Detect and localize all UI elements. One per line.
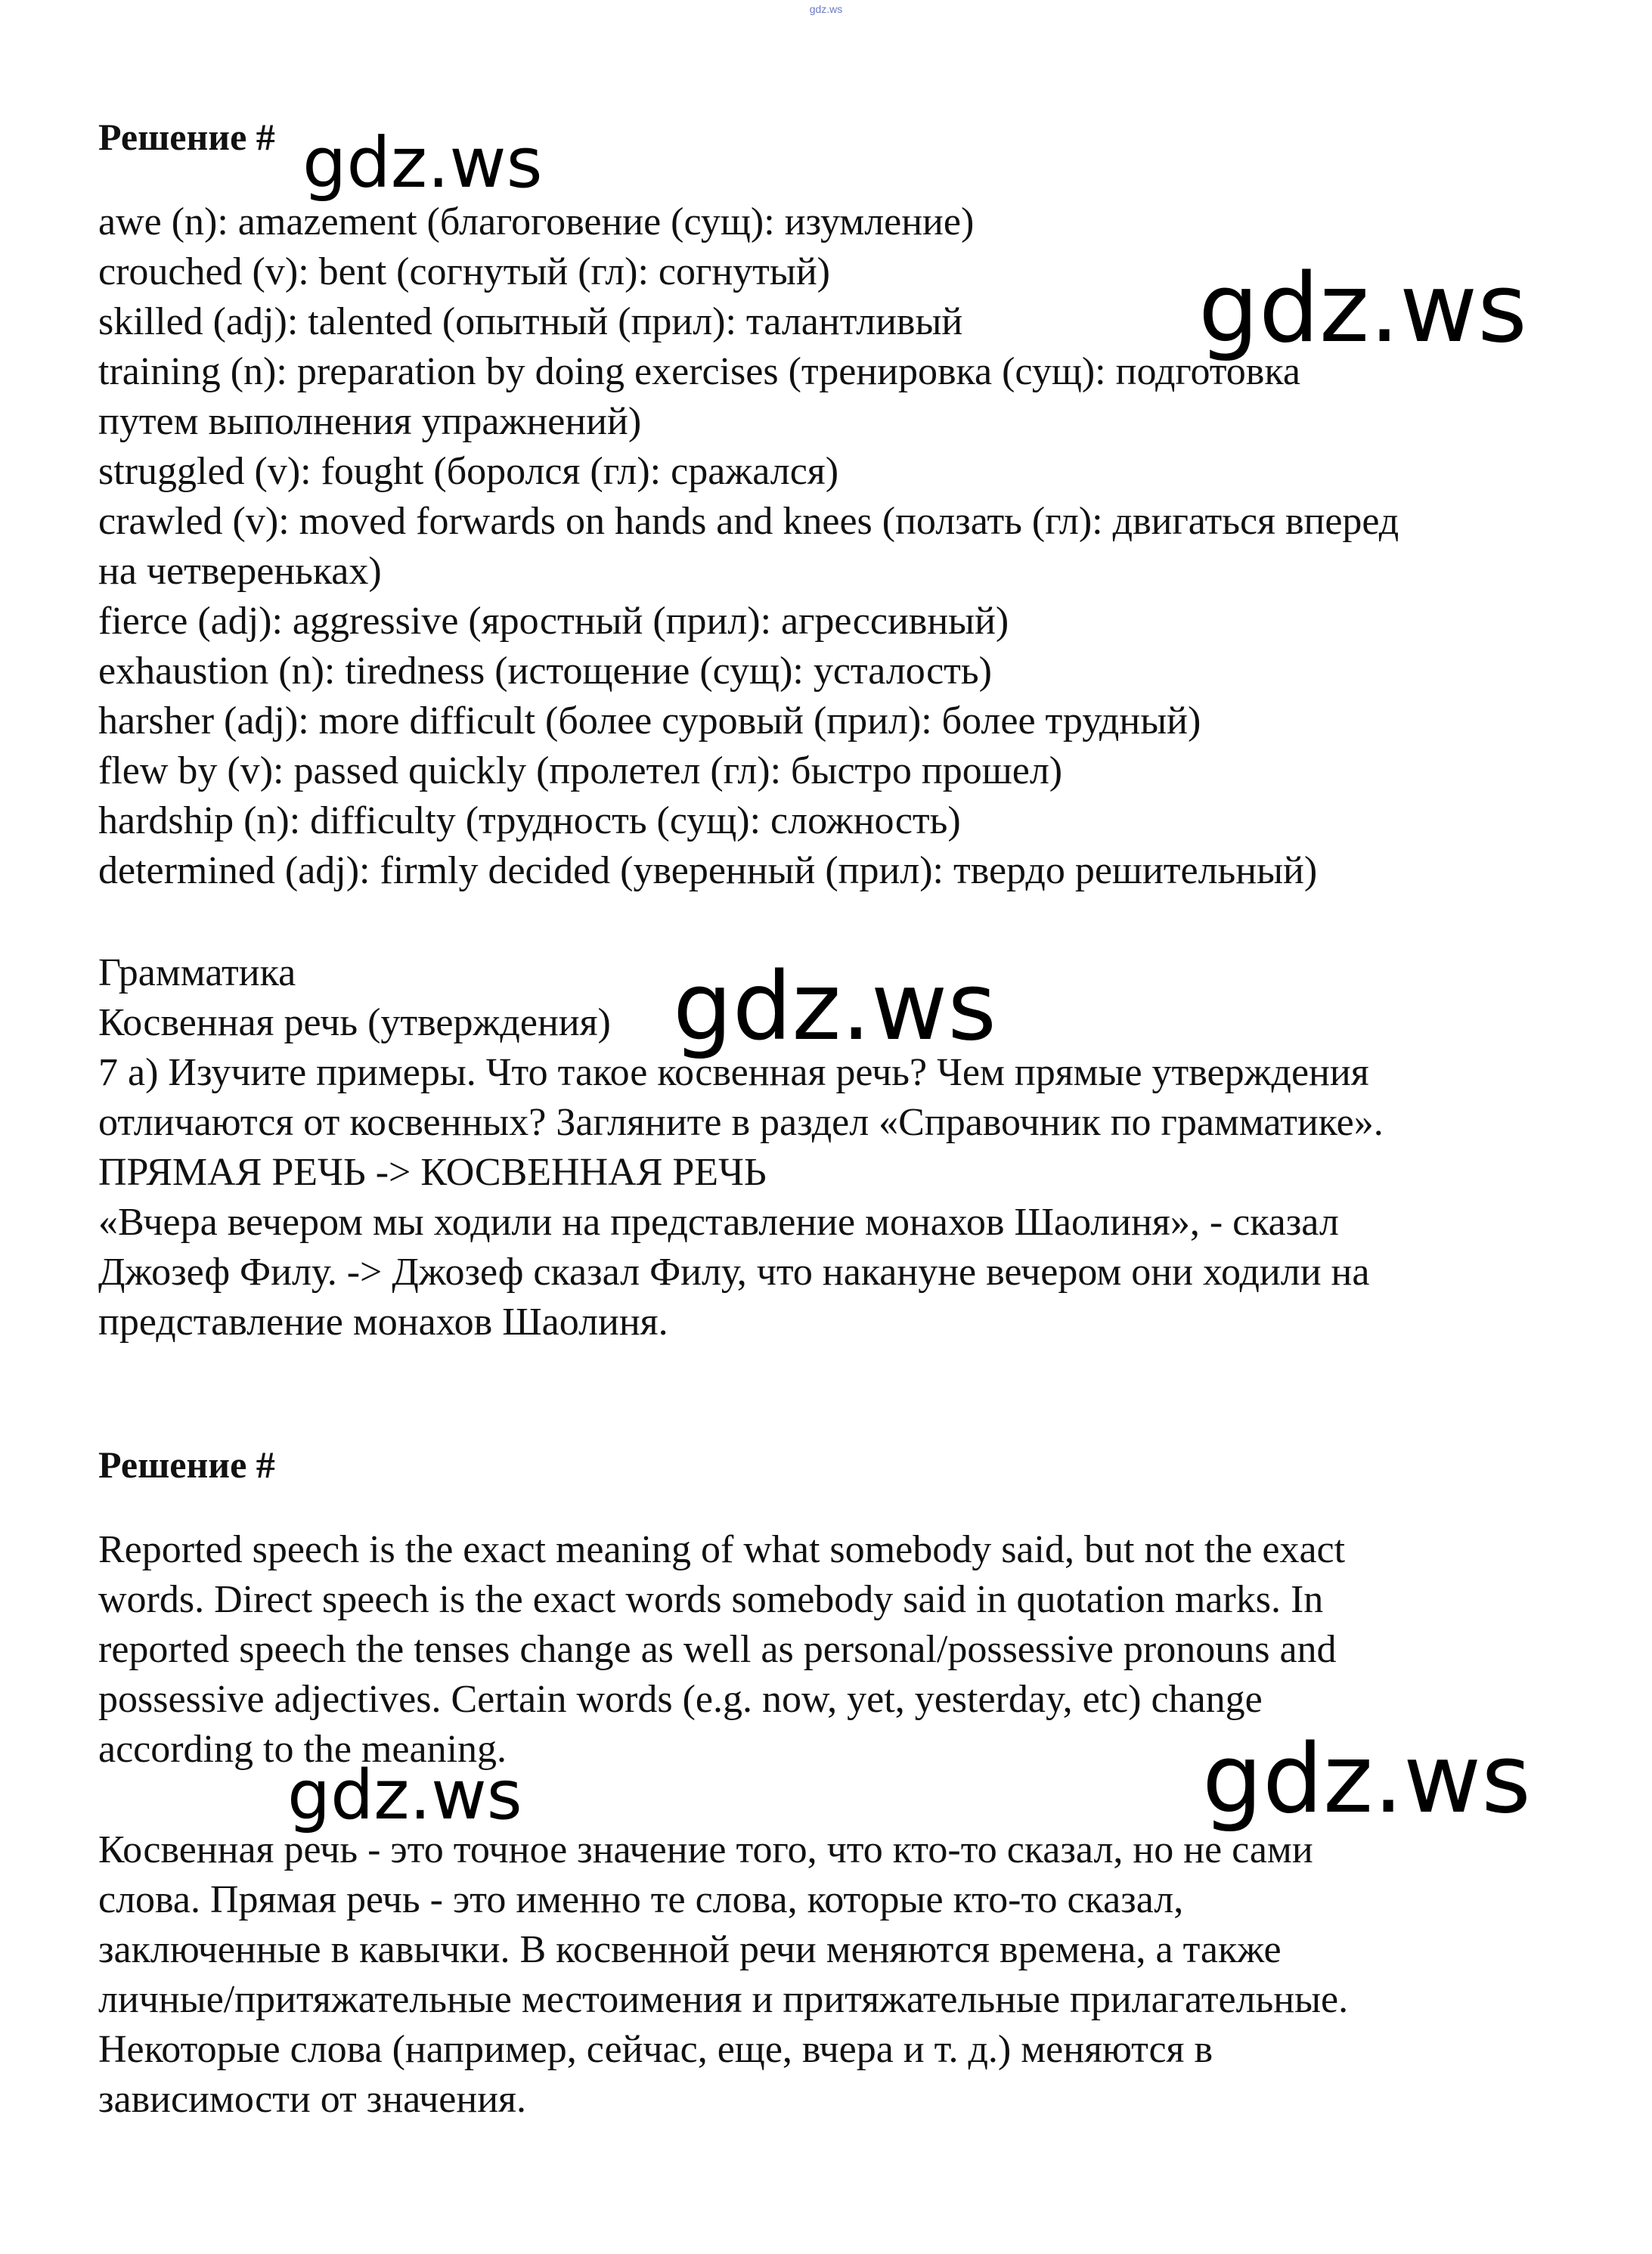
vocab-line: fierce (adj): aggressive (яростный (прил): агрессивный) xyxy=(98,600,1009,643)
answer-english-line: reported speech the tenses change as well as personal/possessive pronouns and xyxy=(98,1628,1337,1671)
grammar-title: Грамматика xyxy=(98,951,296,994)
watermark: gdz.ws xyxy=(1202,1723,1531,1834)
vocab-line: путем выполнения упражнений) xyxy=(98,400,642,443)
vocab-line: hardship (n): difficulty (трудность (сущ): сложность) xyxy=(98,799,961,842)
answer-russian-line: зависимости от значения. xyxy=(98,2078,526,2121)
answer-english-line: possessive adjectives. Certain words (e.g. now, yet, yesterday, etc) change xyxy=(98,1678,1263,1721)
vocab-line: на четвереньках) xyxy=(98,550,382,593)
vocab-line: crawled (v): moved forwards on hands and knees (ползать (гл): двигаться вперед xyxy=(98,500,1399,543)
grammar-line: «Вчера вечером мы ходили на представление монахов Шаолиня», - сказал xyxy=(98,1201,1339,1244)
watermark: gdz.ws xyxy=(287,1756,522,1835)
watermark: gdz.ws xyxy=(1198,253,1527,364)
answer-russian-line: Некоторые слова (например, сейчас, еще, вчера и т. д.) меняются в xyxy=(98,2028,1213,2071)
answer-russian-line: личные/притяжательные местоимения и притяжательные прилагательные. xyxy=(98,1978,1349,2021)
vocab-line: skilled (adj): talented (опытный (прил): талантливый xyxy=(98,300,963,343)
watermark: gdz.ws xyxy=(673,953,996,1062)
answer-english-line: according to the meaning. xyxy=(98,1728,507,1771)
vocab-line: crouched (v): bent (согнутый (гл): согнутый) xyxy=(98,250,830,293)
watermark: gdz.ws xyxy=(302,122,543,203)
grammar-line: ПРЯМАЯ РЕЧЬ -> КОСВЕННАЯ РЕЧЬ xyxy=(98,1151,767,1194)
vocab-line: flew by (v): passed quickly (пролетел (гл): быстро прошел) xyxy=(98,749,1063,792)
answer-english-line: Reported speech is the exact meaning of what somebody said, but not the exact xyxy=(98,1528,1346,1571)
answer-russian-line: заключенные в кавычки. В косвенной речи меняются времена, а также xyxy=(98,1928,1282,1971)
grammar-line: Джозеф Филу. -> Джозеф сказал Филу, что накануне вечером они ходили на xyxy=(98,1251,1370,1294)
vocab-line: training (n): preparation by doing exercises (тренировка (сущ): подготовка xyxy=(98,350,1300,393)
grammar-line: представление монахов Шаолиня. xyxy=(98,1301,668,1344)
grammar-line: отличаются от косвенных? Загляните в раздел «Справочник по грамматике». xyxy=(98,1101,1384,1144)
answer-english-line: words. Direct speech is the exact words somebody said in quotation marks. In xyxy=(98,1578,1324,1621)
vocab-line: awe (n): amazement (благоговение (сущ): изумление) xyxy=(98,200,975,243)
site-mark: gdz.ws xyxy=(809,3,843,15)
grammar-subtitle: Косвенная речь (утверждения) xyxy=(98,1001,611,1044)
answer-russian-line: слова. Прямая речь - это именно те слова, которые кто-то сказал, xyxy=(98,1878,1184,1921)
vocab-line: harsher (adj): more difficult (более суровый (прил): более трудный) xyxy=(98,699,1201,743)
solution-heading-2: Решение # xyxy=(98,1443,275,1486)
solution-heading-1: Решение # xyxy=(98,116,275,158)
vocab-line: exhaustion (n): tiredness (истощение (сущ): усталость) xyxy=(98,650,992,693)
vocab-line: struggled (v): fought (боролся (гл): сражался) xyxy=(98,450,839,493)
vocab-line: determined (adj): firmly decided (уверенный (прил): твердо решительный) xyxy=(98,849,1318,892)
grammar-line: 7 а) Изучите примеры. Что такое косвенная речь? Чем прямые утверждения xyxy=(98,1051,1369,1094)
answer-russian-line: Косвенная речь - это точное значение того, что кто-то сказал, но не сами xyxy=(98,1828,1313,1871)
